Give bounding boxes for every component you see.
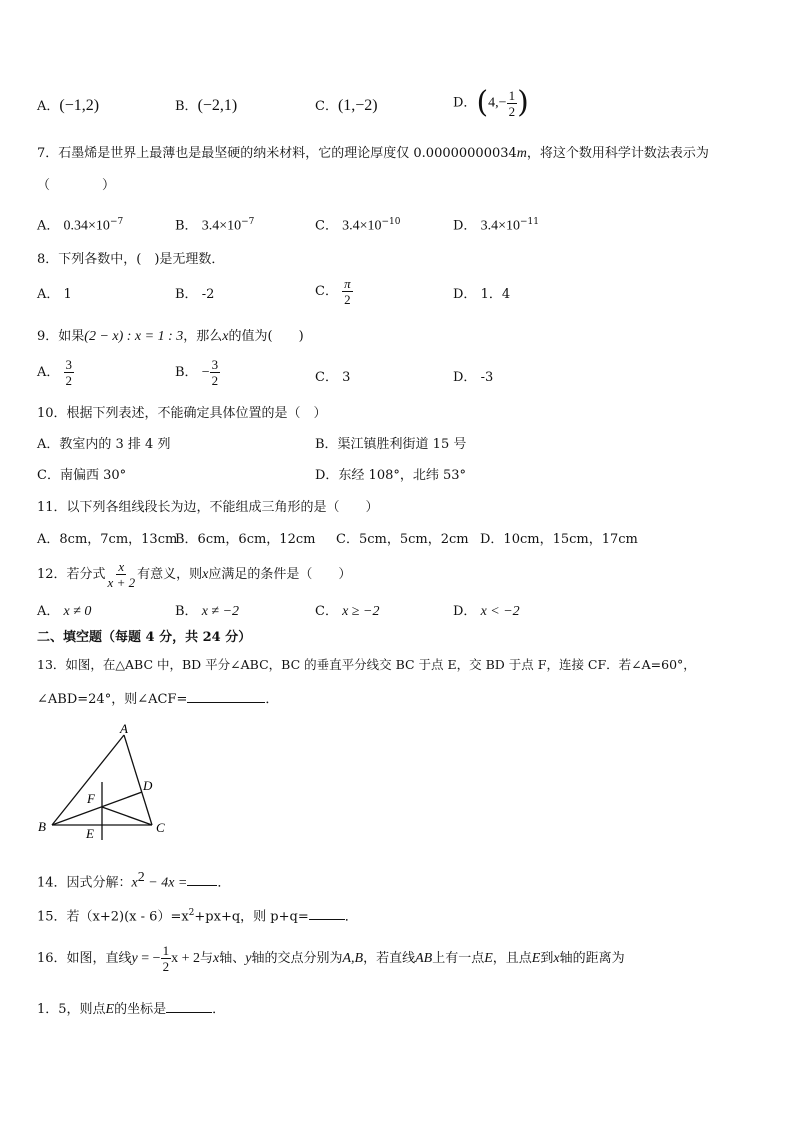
q16-stem-line2: [37, 998, 225, 1020]
q13-stem-line1: 13．如图，在△ABC 中，BD 平分∠ABC，BC 的垂直平分线交 BC 于点 E，交 BD 于点 F，连接 CF．若∠A=60°，: [37, 657, 696, 672]
q8-stem: 8．下列各数中，( )是无理数．: [37, 252, 225, 267]
q13-line2-text: ∠ABD=24°，则∠ACF=: [37, 692, 188, 707]
q13-stem-line2: [37, 688, 278, 710]
q7-option-a-exp: −7: [109, 217, 124, 227]
q12-option-c-value: x ≥ −2: [342, 604, 380, 619]
q16-stem-line1: [37, 942, 625, 976]
q7-option-c: [315, 212, 401, 236]
q12-option-b-label: B．: [175, 604, 198, 619]
q12-option-d-value: x < −2: [480, 604, 520, 619]
q9-variable: x: [222, 329, 229, 344]
q16-numerator: 1: [162, 943, 170, 958]
q6-option-d-fraction: [507, 89, 518, 118]
q10-option-b: B．渠江镇胜利街道 15 号: [315, 437, 467, 452]
q6-option-a: [37, 96, 99, 117]
q9-text-mid: ，那么: [183, 329, 223, 344]
q16-ab: AB: [415, 951, 433, 966]
q16-text-pre: 16．如图，直线: [37, 951, 132, 966]
q6-option-d: [453, 85, 529, 120]
q9-expression: (2 − x) : x = 1 : 3: [84, 329, 184, 344]
q8-option-a-value: 1: [63, 287, 72, 302]
q9-stem: [37, 327, 304, 347]
q9-option-c-label: C．: [315, 370, 338, 385]
q7-option-b: [175, 212, 254, 236]
q6-option-d-value: 4,−: [488, 95, 507, 111]
q11-stem: 11．以下列各组线段长为边，不能组成三角形的是（ ）: [37, 500, 379, 515]
q16-text5: ，若直线: [363, 951, 416, 966]
label-d: D: [143, 778, 153, 793]
q8-option-a-label: A．: [37, 287, 60, 302]
q11-option-b: B．6cm，6cm，12cm: [175, 532, 316, 547]
q6-option-d-denominator: 2: [508, 103, 516, 119]
q9-option-d: [453, 368, 493, 388]
q8-option-b-value: -2: [201, 287, 215, 302]
q12-option-a: [37, 602, 91, 622]
q6-option-d-label: D．: [453, 95, 477, 111]
q8-option-b: [175, 285, 214, 305]
q9-option-b-denominator: 2: [211, 373, 219, 388]
q12-text-pre: 12．若分式: [37, 567, 106, 582]
q15-answer-blank: [309, 905, 345, 920]
q9-option-d-label: D．: [453, 370, 477, 385]
q14-end: ．: [217, 875, 231, 891]
q8-option-d-value: 1．4: [480, 287, 511, 302]
q12-denominator: x + 2: [107, 575, 136, 590]
q16-end: ．: [212, 1002, 226, 1017]
q7-option-b-base: 3.4×10: [201, 218, 242, 234]
q14-expr-exp: 2: [137, 870, 145, 885]
q13-end: ．: [265, 692, 279, 707]
q6-option-c-label: C．: [315, 99, 338, 114]
q14-expr-rest: − 4x =: [144, 875, 188, 891]
q16-text8: 到: [540, 951, 554, 966]
q11-option-a: A．8cm，7cm，13cm: [37, 532, 178, 547]
q6-option-c: [315, 96, 378, 117]
q9-option-c-value: 3: [342, 370, 351, 385]
q12-text-mid: 有意义，则: [137, 567, 203, 582]
q10-option-d: D．东经 108°，北纬 53°: [315, 468, 467, 483]
label-c: C: [156, 820, 165, 835]
q7-option-d-label: D．: [453, 218, 477, 234]
q9-option-b-label: B．: [175, 365, 198, 380]
q7-option-a-label: A．: [37, 218, 60, 234]
q8-option-b-label: B．: [175, 287, 198, 302]
q9-option-b: [175, 358, 220, 387]
q6-option-b: [175, 96, 237, 117]
q16-rest: x + 2: [171, 951, 200, 966]
q9-option-a-label: A．: [37, 365, 60, 380]
q6-option-d-numerator: 1: [508, 87, 516, 103]
q16-x: x: [212, 951, 220, 966]
q7-option-c-base: 3.4×10: [342, 218, 382, 234]
q15-text-mid: +px+q，则 p+q=: [194, 909, 309, 925]
q8-option-d-label: D．: [453, 287, 477, 302]
q7-option-b-label: B．: [175, 218, 198, 234]
q12-fraction: [106, 560, 138, 589]
q8-option-a: [37, 285, 72, 305]
label-a: A: [120, 721, 128, 736]
q12-option-b: [175, 602, 239, 622]
q16-points: A,B: [342, 951, 364, 966]
q6-option-b-label: B．: [175, 99, 198, 114]
q14-stem: [37, 868, 230, 893]
q8-option-c-numerator: π: [344, 276, 351, 291]
q12-option-b-value: x ≠ −2: [201, 604, 240, 619]
q16-eq: = −: [137, 951, 161, 966]
q16-e2: E: [531, 951, 541, 966]
q7-option-a-base: 0.34×10: [63, 218, 110, 234]
q12-variable: x: [202, 567, 209, 582]
q7-option-d-base: 3.4×10: [480, 218, 520, 234]
q12-option-d: [453, 602, 520, 622]
q10-stem: 10．根据下列表述，不能确定具体位置的是（ ）: [37, 406, 327, 421]
q6-option-a-value: (−1,2): [59, 97, 100, 114]
q12-stem: [37, 558, 351, 592]
q9-option-b-numerator: 3: [211, 357, 219, 372]
label-b: B: [38, 819, 46, 834]
q9-option-b-fraction: [210, 358, 221, 387]
q16-e: E: [484, 951, 493, 966]
q12-option-a-label: A．: [37, 604, 60, 619]
q7-option-d: [453, 212, 539, 236]
q12-numerator: x: [118, 559, 125, 574]
segment-cf: [102, 807, 152, 825]
q15-end: ．: [344, 909, 358, 925]
q7-option-a: [37, 212, 123, 236]
q9-option-a: [37, 358, 74, 387]
q15-text-pre: 15．若（x+2)(x - 6）=x: [37, 909, 189, 925]
q15-stem: [37, 903, 358, 927]
q6-close-paren: ): [517, 85, 529, 120]
q6-option-a-label: A．: [37, 99, 60, 114]
q7-option-c-label: C．: [315, 218, 338, 234]
q12-option-c: [315, 602, 379, 622]
q13-triangle-figure: [34, 720, 174, 845]
q9-text-post: 的值为( ): [228, 329, 304, 344]
q16-yvar: y: [245, 951, 252, 966]
q11-option-c: C．5cm，5cm，2cm: [336, 532, 469, 547]
q8-option-c-denominator: 2: [344, 292, 351, 307]
q7-text2: ，将这个数用科学计数法表示为: [526, 146, 709, 161]
q8-option-c-fraction: [342, 277, 353, 306]
q16-line2-post: 的坐标是: [114, 1002, 167, 1017]
q12-text-post: 应满足的条件是（ ）: [208, 567, 352, 582]
q7-unit: m: [516, 146, 527, 161]
q16-x2: x: [553, 951, 560, 966]
q16-text9: 轴的距离为: [559, 951, 625, 966]
q16-text7: ，且点: [492, 951, 532, 966]
q7-option-c-exp: −10: [381, 217, 401, 227]
q16-answer-blank: [166, 998, 212, 1013]
q16-y: y: [131, 951, 138, 966]
q16-text6: 上有一点: [432, 951, 485, 966]
q7-option-d-exp: −11: [519, 217, 539, 227]
q9-option-a-numerator: 3: [65, 357, 73, 372]
q16-fraction: [161, 944, 172, 973]
q12-option-d-label: D．: [453, 604, 477, 619]
q16-line2-pre: 1．5，则点: [37, 1002, 106, 1017]
label-e: E: [86, 826, 94, 841]
q14-answer-blank: [187, 871, 217, 886]
q10-option-a: A．教室内的 3 排 4 列: [37, 437, 171, 452]
q12-option-a-value: x ≠ 0: [63, 604, 92, 619]
q6-option-c-value: (1,−2): [337, 97, 378, 114]
q8-option-c: [315, 277, 353, 306]
q7-option-b-exp: −7: [241, 217, 255, 227]
q14-text: 14．因式分解：: [37, 875, 132, 891]
q15-exp: 2: [188, 908, 195, 918]
q8-option-d: [453, 285, 510, 305]
section-title: 二、填空题（每题 4 分，共 24 分）: [37, 630, 252, 645]
q6-option-b-value: (−2,1): [197, 97, 238, 114]
q11-option-d: D．10cm，15cm，17cm: [480, 532, 638, 547]
q6-open-paren: (: [476, 85, 489, 120]
q9-option-c: [315, 368, 350, 388]
q16-denominator: 2: [162, 959, 170, 974]
q7-stem: [37, 144, 709, 164]
q9-option-a-fraction: [64, 358, 75, 387]
q9-option-b-sign: −: [201, 365, 210, 380]
q9-option-d-value: -3: [480, 370, 494, 385]
q13-answer-blank: [187, 688, 265, 703]
label-f: F: [87, 791, 95, 806]
q14-expr-base: x: [131, 875, 138, 891]
q7-paren: （ ）: [37, 178, 116, 193]
q8-option-c-label: C．: [315, 284, 338, 299]
q12-option-c-label: C．: [315, 604, 338, 619]
q9-text-pre: 9．如果: [37, 329, 85, 344]
q10-option-c: C．南偏西 30°: [37, 468, 127, 483]
q16-text2: 与: [199, 951, 213, 966]
q7-text: 7．石墨烯是世界上最薄也是最坚硬的纳米材料，它的理论厚度仅 0.00000000034: [37, 146, 517, 161]
q16-text3: 轴、: [219, 951, 246, 966]
q9-option-a-denominator: 2: [65, 373, 73, 388]
q16-text4: 轴的交点分别为: [251, 951, 343, 966]
q16-line2-e: E: [105, 1002, 115, 1017]
